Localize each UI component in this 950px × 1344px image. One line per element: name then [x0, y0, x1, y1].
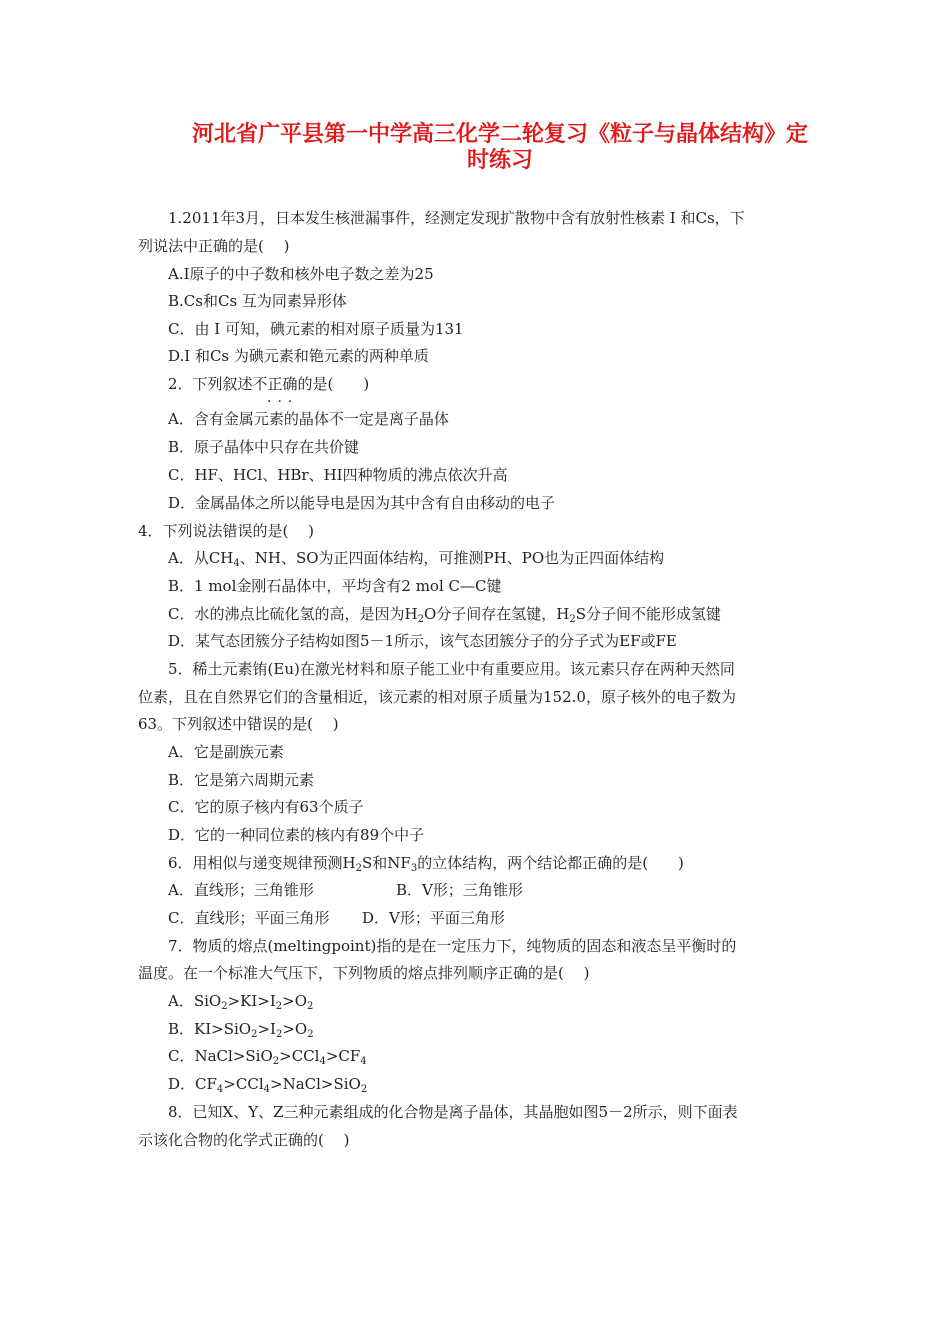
q1-option-d: D.I 和Cs 为碘元素和铯元素的两种单质 — [168, 347, 429, 365]
q5-option-a: A．它是副族元素 — [168, 743, 284, 761]
q4-option-b: B．1 mol金刚石晶体中，平均含有2 mol C—C键 — [168, 577, 502, 595]
q7-option-c: C．$NaCl>SiO_2>CCl_4>CF_4$ — [168, 1047, 367, 1067]
q5-option-d: D．它的一种同位素的核内有89个中子 — [168, 826, 425, 844]
emphasis-dots: ... — [267, 390, 299, 406]
q6-option-b: B．V形；三角锥形 — [396, 881, 523, 899]
q6-option-a: A．直线形；三角锥形 — [168, 881, 314, 899]
q7-stem-line2: 温度。在一个标准大气压下，下列物质的熔点排列顺序正确的是( ) — [138, 964, 590, 982]
document-title — [160, 122, 840, 174]
q5-option-b: B．它是第六周期元素 — [168, 771, 315, 789]
q2-option-d: D．金属晶体之所以能导电是因为其中含有自由移动的电子 — [168, 494, 556, 512]
q8-stem-line2: 示该化合物的化学式正确的( ) — [138, 1131, 350, 1149]
q4-option-c: C．水的沸点比硫化氢的高，是因为$H_2O$分子间存在氢键，$H_2S$分子间不能形成氢键 — [168, 605, 721, 625]
q1-option-a: A.I原子的中子数和核外电子数之差为25 — [168, 265, 434, 283]
q7-stem-line1: 7．物质的熔点(meltingpoint)指的是在一定压力下，纯物质的固态和液态呈平衡时的 — [168, 937, 737, 955]
q2-stem: 2．下列叙述不正确的是( ) — [168, 375, 370, 393]
q2-option-c: C．HF、HCl、HBr、HI四种物质的沸点依次升高 — [168, 466, 508, 484]
q5-option-c: C．它的原子核内有63个质子 — [168, 798, 364, 816]
q5-stem-line1: 5．稀土元素铕(Eu)在激光材料和原子能工业中有重要应用。该元素只存在两种天然同 — [168, 660, 735, 678]
q6-option-c: C．直线形；平面三角形 — [168, 909, 330, 927]
q5-stem-line3: 63。下列叙述中错误的是( ) — [138, 715, 339, 733]
q2-option-b: B．原子晶体中只存在共价键 — [168, 438, 360, 456]
q8-stem-line1: 8．已知X、Y、Z三种元素组成的化合物是离子晶体，其晶胞如图5－2所示，则下面表 — [168, 1103, 738, 1121]
title-line-2: 时练习 — [466, 148, 533, 173]
q4-stem: 4．下列说法错误的是( ) — [138, 522, 315, 540]
q1-stem-line2: 列说法中正确的是( ) — [138, 237, 290, 255]
q7-option-b: B．$KI>SiO_2>I_2>O_2$ — [168, 1020, 314, 1040]
q6-stem: 6．用相似与递变规律预测$H_2S$和$NF_3$的立体结构，两个结论都正确的是( ) — [168, 854, 684, 874]
q2-option-a: A．含有金属元素的晶体不一定是离子晶体 — [168, 410, 449, 428]
q7-option-d: D．$CF_4>CCl_4>NaCl>SiO_2$ — [168, 1075, 368, 1095]
q5-stem-line2: 位素，且在自然界它们的含量相近，该元素的相对原子质量为152.0，原子核外的电子数为 — [138, 688, 736, 706]
q4-option-a: A．从$CH_4$、NH、SO为正四面体结构，可推测PH、PO也为正四面体结构 — [168, 549, 665, 569]
q6-option-d: D．V形；平面三角形 — [362, 909, 505, 927]
q1-stem-line1: 1.2011年3月，日本发生核泄漏事件，经测定发现扩散物中含有放射性核素 I 和Cs，下 — [168, 209, 745, 227]
q7-option-a: A．$SiO_2>KI>I_2>O_2$ — [168, 992, 314, 1012]
q1-option-b: B.Cs和Cs 互为同素异形体 — [168, 292, 347, 310]
q1-option-c: C．由 I 可知，碘元素的相对原子质量为131 — [168, 320, 464, 338]
title-line-1: 河北省广平县第一中学高三化学二轮复习《粒子与晶体结构》定 — [191, 122, 808, 147]
q4-option-d: D．某气态团簇分子结构如图5－1所示，该气态团簇分子的分子式为EF或FE — [168, 632, 677, 650]
